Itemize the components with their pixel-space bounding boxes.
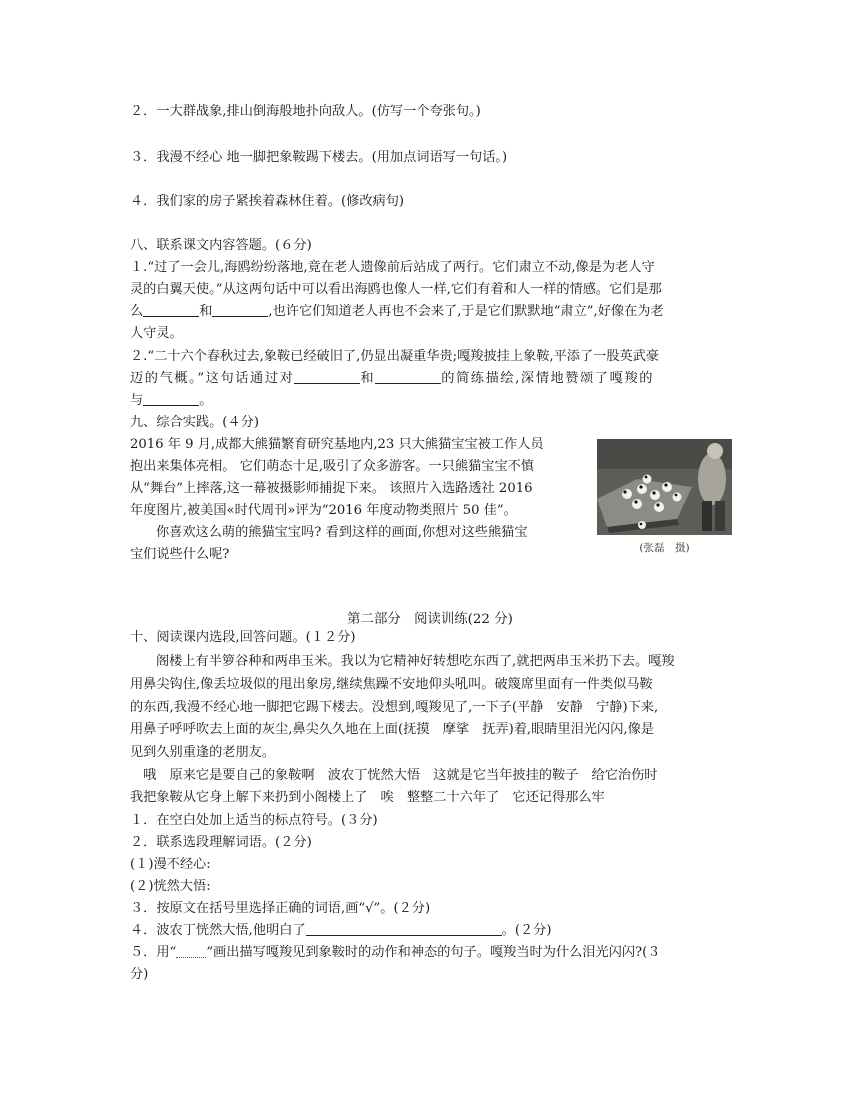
section-9-heading: 九、综合实践。(４分) — [130, 415, 259, 430]
passage-line: 用鼻子呼呼吹去上面的灰尘,鼻尖久久地在上面(抚摸 摩挲 抚弄)着,眼睛里泪光闪闪,像是 — [130, 722, 654, 737]
question-8-1-line: 人守灵。 — [130, 326, 183, 341]
question-7-4: ４．我们家的房子紧挨着森林住着。(修改病句) — [130, 194, 405, 209]
passage-line: 见到久别重逢的老朋友。 — [130, 745, 276, 760]
section-8-heading: 八、联系课文内容答题。(６分) — [130, 238, 312, 253]
text-fragment: 么 — [130, 304, 144, 319]
section-10-heading: 十、阅读课内选段,回答问题。(１２分) — [130, 630, 356, 645]
text-fragment: 迈的气概。”这句话通过对 — [130, 371, 295, 386]
text-fragment: 。 — [199, 393, 213, 408]
section-9-text-line: 2016 年 9 月,成都大熊猫繁育研究基地内,23 只大熊猫宝宝被工作人员 — [130, 437, 544, 452]
answer-blank[interactable] — [375, 370, 441, 384]
question-8-2-line: ２.“二十六个春秋过去,象鞍已经破旧了,仍显出凝重华贵;嘎羧披挂上象鞍,平添了一股英武豪 — [130, 349, 660, 364]
question-7-3: ３．我漫不经心 地一脚把象鞍踢下楼去。(用加点词语写一句话。) — [130, 150, 508, 165]
dotted-underline-sample — [176, 945, 206, 958]
question-10-5-cont: 分) — [130, 967, 149, 982]
passage-line: 我把象鞍从它身上解下来扔到小阁楼上了 唉 整整二十六年了 它还记得那么牢 — [130, 790, 605, 805]
passage-line: 哦 原来它是要自己的象鞍啊 波农丁恍然大悟 这就是它当年披挂的鞍子 给它治伤时 — [130, 768, 658, 783]
section-9-text-line: 抱出来集体亮相。 它们萌态十足,吸引了众多游客。一只熊猫宝宝不慎 — [130, 459, 535, 474]
section-9-text-line: 年度图片,被美国«时代周刊»评为“2016 年度动物类照片 50 佳”。 — [130, 503, 517, 518]
passage-line: 的东西,我漫不经心地一脚把它踢下楼去。没想到,嘎羧见了,一下子(平静 安静 宁静)下来, — [130, 700, 659, 715]
text-fragment: 与 — [130, 393, 144, 408]
section-9-text-line: 你喜欢这么萌的熊猫宝宝吗? 看到这样的画面,你想对这些熊猫宝 — [156, 525, 528, 540]
question-10-5 — [130, 944, 660, 962]
answer-blank[interactable] — [143, 303, 199, 317]
text-fragment: ”画出描写嘎羧见到象鞍时的动作和神态的句子。嘎羧当时为什么泪光闪闪?(３ — [206, 945, 661, 960]
question-8-1-line: １.“过了一会儿,海鸥纷纷落地,竟在老人遗像前后站成了两行。它们肃立不动,像是为老人守 — [130, 260, 655, 275]
answer-blank[interactable] — [143, 392, 199, 406]
answer-blank[interactable] — [306, 922, 502, 936]
question-8-1-line — [130, 303, 664, 321]
question-10-2-a: (１)漫不经心: — [130, 857, 211, 872]
text-fragment: 和 — [199, 304, 213, 319]
question-8-1-line: 灵的白翼天使。”从这两句话中可以看出海鸥也像人一样,它们有着和人一样的情感。它们是那 — [130, 282, 662, 297]
question-10-2: ２．联系选段理解词语。(２分) — [130, 835, 312, 850]
question-10-1: １．在空白处加上适当的标点符号。(３分) — [130, 813, 378, 828]
text-fragment: ４．波农丁恍然大悟,他明白了 — [130, 923, 306, 938]
answer-blank[interactable] — [294, 370, 360, 384]
section-9-text-line: 宝们说些什么呢? — [130, 547, 230, 562]
text-fragment: 的简练描绘,深情地赞颂了嘎羧的 — [441, 371, 655, 386]
photo-caption: (张磊 摄) — [639, 542, 690, 554]
panda-photo-illustration — [597, 439, 732, 535]
question-8-2-line — [130, 392, 212, 410]
answer-blank[interactable] — [212, 303, 268, 317]
question-7-2: ２．一大群战象,排山倒海般地扑向敌人。(仿写一个夸张句。) — [130, 104, 481, 119]
question-10-2-b: (２)恍然大悟: — [130, 879, 211, 894]
text-fragment: 和 — [360, 371, 376, 386]
question-10-3: ３．按原文在括号里选择正确的词语,画“√”。(２分) — [130, 901, 431, 916]
text-fragment: ,也许它们知道老人再也不会来了,于是它们默默地“肃立”,好像在为老 — [268, 304, 664, 319]
section-9-text-line: 从“舞台”上摔落,这一幕被摄影师捕捉下来。 该照片入选路透社 2016 — [130, 481, 533, 496]
question-10-4 — [130, 922, 552, 940]
text-fragment: ５．用“ — [130, 945, 177, 960]
text-fragment: 。(２分) — [501, 923, 552, 938]
passage-line: 用鼻尖钩住,像丢垃圾似的甩出象房,继续焦躁不安地仰头吼叫。破篾席里面有一件类似马鞍 — [130, 677, 653, 692]
part-2-title: 第二部分 阅读训练(22 分) — [347, 612, 513, 627]
passage-line: 阁楼上有半箩谷种和两串玉米。我以为它精神好转想吃东西了,就把两串玉米扔下去。嘎羧 — [156, 654, 675, 669]
question-8-2-line — [130, 370, 654, 388]
panda-photo — [597, 439, 732, 535]
